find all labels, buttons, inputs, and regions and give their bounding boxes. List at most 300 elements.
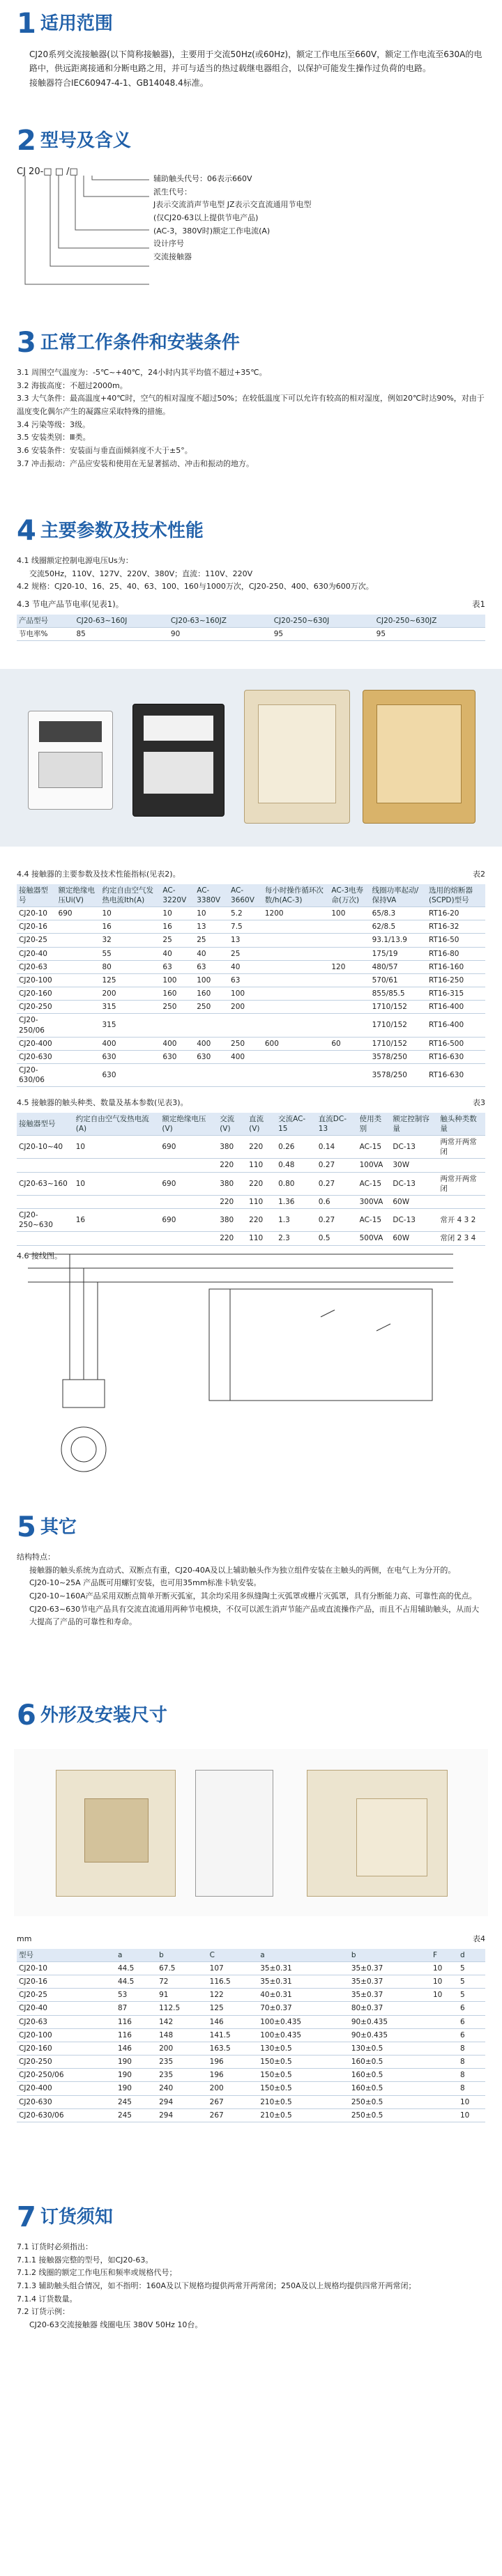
table-row bbox=[17, 960, 485, 973]
table-cell bbox=[431, 2069, 458, 2082]
table-cell: 0.27 bbox=[317, 1159, 358, 1172]
table-row bbox=[17, 627, 485, 640]
table-cell bbox=[56, 1037, 100, 1050]
table-cell bbox=[17, 1195, 74, 1208]
table-cell: CJ20-630 bbox=[17, 2095, 116, 2108]
table-cell: 60 bbox=[329, 1037, 370, 1050]
table-cell: 400 bbox=[160, 1037, 195, 1050]
code-item: J表示交流消声节电型 JZ表示交直流通用节电型 bbox=[153, 200, 312, 210]
table-cell: CJ20-40 bbox=[17, 2002, 116, 2015]
table-cell: 8 bbox=[458, 2042, 485, 2055]
table-cell: 2.3 bbox=[276, 1232, 317, 1245]
table-label: 表2 bbox=[473, 870, 485, 879]
model-code-diagram bbox=[17, 164, 485, 304]
table-cell: 110 bbox=[247, 1232, 276, 1245]
table-cell: 100VA bbox=[358, 1159, 391, 1172]
table-cell bbox=[263, 934, 330, 947]
dimension-drawing-area bbox=[14, 1749, 488, 1916]
table-cell: CJ20-250/06 bbox=[17, 2069, 116, 2082]
table-cell: 690 bbox=[160, 1209, 218, 1232]
table-cell: 3578/250 bbox=[370, 1064, 427, 1087]
table-cell: 25 bbox=[229, 947, 263, 960]
section-heading bbox=[17, 125, 485, 156]
section-number: 4 bbox=[17, 515, 36, 547]
table-cell: 10 bbox=[195, 907, 229, 920]
section-title: 适用范围 bbox=[40, 13, 113, 34]
table-cell bbox=[56, 947, 100, 960]
paragraph: 结构特点： bbox=[17, 1552, 55, 1561]
table-cell: 0.48 bbox=[276, 1159, 317, 1172]
table-cell: 294 bbox=[157, 2095, 208, 2108]
table-cell bbox=[431, 2108, 458, 2122]
order-line: 7.2 订货示例： bbox=[17, 2307, 70, 2317]
table-cell: 220 bbox=[218, 1159, 247, 1172]
table-cell: 160 bbox=[160, 987, 195, 1001]
table-cell bbox=[74, 1195, 160, 1208]
wiring-caption: 4.6 接线图。 bbox=[17, 1251, 62, 1260]
table-cell: CJ20-400 bbox=[17, 1037, 56, 1050]
table-header: d bbox=[458, 1949, 485, 1962]
table-cell: 40±0.31 bbox=[258, 1989, 349, 2002]
table-2-block bbox=[17, 864, 485, 1087]
table-cell bbox=[74, 1159, 160, 1172]
table-3 bbox=[17, 1113, 485, 1246]
condition-item: 3.1 周围空气温度为：-5℃~+40℃，24小时内其平均值不超过+35℃。 bbox=[17, 368, 267, 377]
table-cell bbox=[431, 2056, 458, 2069]
table-cell: 53 bbox=[116, 1989, 157, 2002]
table-cell bbox=[431, 2002, 458, 2015]
table-row bbox=[17, 920, 485, 934]
table-cell: 35±0.37 bbox=[349, 1961, 431, 1975]
table-cell bbox=[329, 1064, 370, 1087]
table-cell: 100 bbox=[195, 973, 229, 987]
table-cell: 10 bbox=[74, 1172, 160, 1195]
table-cell: 250±0.5 bbox=[349, 2095, 431, 2108]
table-cell bbox=[263, 1050, 330, 1063]
table-cell bbox=[329, 987, 370, 1001]
code-item: (AC-3，380V时)额定工作电流(A) bbox=[153, 226, 271, 236]
param-line: 4.2 规格：CJ20-10、16、25、40、63、100、160与1000万次，CJ20-250、400、630为600万次。 bbox=[17, 582, 374, 592]
order-line: 7.1 订货时必须指出： bbox=[17, 2242, 93, 2251]
table-header: CJ20-250~630JZ bbox=[374, 615, 485, 628]
table-header: C bbox=[208, 1949, 259, 1962]
table-caption: 4.3 节电产品节电率(见表1)。 bbox=[17, 599, 124, 610]
table-cell: CJ20-630/06 bbox=[17, 1064, 56, 1087]
table-cell: CJ20-10 bbox=[17, 1961, 116, 1975]
table-cell: 300VA bbox=[358, 1195, 391, 1208]
table-row bbox=[17, 2028, 485, 2042]
table-cell: 10 bbox=[431, 1961, 458, 1975]
condition-item: 3.6 安装条件：安装面与垂直面倾斜度不大于±5°。 bbox=[17, 446, 192, 456]
table-cell: 146 bbox=[208, 2015, 259, 2028]
table-cell: RT16-80 bbox=[427, 947, 485, 960]
table-cell: CJ20-16 bbox=[17, 1975, 116, 1989]
table-cell: 267 bbox=[208, 2108, 259, 2122]
paragraph: 接触器的触头系统为直动式、双断点有重，CJ20-40A及以上辅助触头作为独立组件安装在主触头的两侧，在电气上为分开的。 bbox=[29, 1565, 456, 1575]
table-header: 产品型号 bbox=[17, 615, 74, 628]
table-cell: 130±0.5 bbox=[349, 2042, 431, 2055]
side-view-drawing bbox=[195, 1770, 273, 1897]
table-header: a bbox=[258, 1949, 349, 1962]
table-cell: 125 bbox=[100, 973, 160, 987]
table-cell: 245 bbox=[116, 2108, 157, 2122]
section-heading bbox=[17, 327, 485, 358]
table-cell: CJ20-63 bbox=[17, 2015, 116, 2028]
table-cell: 235 bbox=[157, 2069, 208, 2082]
section-title: 主要参数及技术性能 bbox=[40, 520, 204, 541]
table-cell: 90±0.435 bbox=[349, 2028, 431, 2042]
table-body bbox=[17, 1961, 485, 2122]
table-cell: 107 bbox=[208, 1961, 259, 1975]
table-1 bbox=[17, 615, 485, 641]
table-row bbox=[17, 2082, 485, 2095]
table-cell: 1.36 bbox=[276, 1195, 317, 1208]
order-example: CJ20-63交流接触器 线圈电压 380V 50Hz 10台。 bbox=[29, 2320, 203, 2330]
table-body bbox=[17, 907, 485, 1087]
table-cell: 32 bbox=[100, 934, 160, 947]
paragraph: CJ20系列交流接触器(以下简称接触器)，主要用于交流50Hz(或60Hz)，额定工作电压至660V，额定工作电流至630A的电路中，供远距离接通和分断电路之用，并可与适当的热过载继电器组合，以保护可能发生操作过负荷的电路。 bbox=[29, 49, 482, 74]
table-header: 直流(V) bbox=[247, 1113, 276, 1136]
section-title: 其它 bbox=[40, 1516, 77, 1538]
table-cell: AC-15 bbox=[358, 1136, 391, 1159]
table-cell: CJ20-100 bbox=[17, 2028, 116, 2042]
condition-item: 3.5 安装类别：Ⅲ类。 bbox=[17, 433, 91, 442]
table-cell: 100±0.435 bbox=[258, 2028, 349, 2042]
section-title: 型号及含义 bbox=[40, 130, 131, 151]
table-cell: 267 bbox=[208, 2095, 259, 2108]
section-conditions bbox=[17, 327, 485, 471]
table-cell: 630 bbox=[195, 1050, 229, 1063]
table-cell: 250 bbox=[195, 1001, 229, 1014]
table-header: AC-3380V bbox=[195, 884, 229, 907]
table-cell: 87 bbox=[116, 2002, 157, 2015]
table-cell: 两常开两常闭 bbox=[438, 1136, 485, 1159]
table-cell bbox=[329, 1014, 370, 1037]
table-cell: 93.1/13.9 bbox=[370, 934, 427, 947]
table-header: AC-3电寿命(万次) bbox=[329, 884, 370, 907]
table-cell: CJ20-250~630 bbox=[17, 1209, 74, 1232]
paragraph: CJ20-10~160A产品采用双断点简单开断灭弧室，其余均采用多纵缝陶土灭弧罩或栅片灭弧罩，具有分断能力高、可靠性高的优点。 bbox=[29, 1591, 477, 1601]
table-cell: 10 bbox=[74, 1136, 160, 1159]
table-cell: 380 bbox=[218, 1136, 247, 1159]
table-caption: 4.4 接触器的主要参数及技术性能指标(见表2)。 bbox=[17, 870, 181, 879]
table-cell: 380 bbox=[218, 1209, 247, 1232]
table-cell: 116 bbox=[116, 2028, 157, 2042]
table-cell: 210±0.5 bbox=[258, 2108, 349, 2122]
table-cell: 112.5 bbox=[157, 2002, 208, 2015]
table-cell: RT16-315 bbox=[427, 987, 485, 1001]
table-cell: 35±0.37 bbox=[349, 1975, 431, 1989]
section-heading bbox=[17, 8, 485, 39]
table-cell bbox=[160, 1159, 218, 1172]
table-row bbox=[17, 2095, 485, 2108]
table-label: 表4 bbox=[473, 1934, 485, 1943]
table-cell: 400 bbox=[195, 1037, 229, 1050]
table-cell: 315 bbox=[100, 1014, 160, 1037]
table-cell: 85 bbox=[74, 627, 168, 640]
table-cell: 60W bbox=[390, 1232, 438, 1245]
table-header: CJ20-250~630J bbox=[272, 615, 374, 628]
table-cell bbox=[329, 947, 370, 960]
table-cell: 380 bbox=[218, 1172, 247, 1195]
table-cell: CJ20-40 bbox=[17, 947, 56, 960]
table-header: 直流DC-13 bbox=[317, 1113, 358, 1136]
table-cell: 630 bbox=[160, 1050, 195, 1063]
code-item: 辅助触头代号：06表示660V bbox=[153, 174, 252, 183]
table-cell: 16 bbox=[74, 1209, 160, 1232]
table-cell: 150±0.5 bbox=[258, 2082, 349, 2095]
table-cell: CJ20-10~40 bbox=[17, 1136, 74, 1159]
table-2 bbox=[17, 884, 485, 1088]
table-cell: 146 bbox=[116, 2042, 157, 2055]
paragraph: 接触器符合IEC60947-4-1、GB14048.4标准。 bbox=[29, 77, 208, 88]
table-cell: 190 bbox=[116, 2056, 157, 2069]
table-cell bbox=[195, 1064, 229, 1087]
table-cell: CJ20-10 bbox=[17, 907, 56, 920]
table-cell: 8 bbox=[458, 2082, 485, 2095]
table-cell: 125 bbox=[208, 2002, 259, 2015]
table-header: 交流AC-15 bbox=[276, 1113, 317, 1136]
table-row bbox=[17, 934, 485, 947]
table-row bbox=[17, 1232, 485, 1245]
table-cell: CJ20-250/06 bbox=[17, 1014, 56, 1037]
table-cell: 25 bbox=[195, 934, 229, 947]
table-cell: 100 bbox=[229, 987, 263, 1001]
param-line: 交流50Hz，110V、127V、220V、380V；直流：110V、220V bbox=[29, 569, 253, 578]
table-cell: 35±0.31 bbox=[258, 1961, 349, 1975]
table-cell: DC-13 bbox=[390, 1136, 438, 1159]
table-cell: RT16-50 bbox=[427, 934, 485, 947]
table-cell: 91 bbox=[157, 1989, 208, 2002]
table-row bbox=[17, 1159, 485, 1172]
table-cell: RT16-160 bbox=[427, 960, 485, 973]
table-row bbox=[17, 2015, 485, 2028]
table-cell: 40 bbox=[229, 960, 263, 973]
table-cell: 160 bbox=[195, 987, 229, 1001]
table-cell: 294 bbox=[157, 2108, 208, 2122]
table-cell: 10 bbox=[100, 907, 160, 920]
table-cell: 110 bbox=[247, 1159, 276, 1172]
table-header: AC-3220V bbox=[160, 884, 195, 907]
table-cell bbox=[263, 987, 330, 1001]
table-cell: 220 bbox=[218, 1195, 247, 1208]
table-4 bbox=[17, 1949, 485, 2122]
section-ordering bbox=[17, 2202, 485, 2332]
table-cell: 10 bbox=[160, 907, 195, 920]
table-cell bbox=[160, 1232, 218, 1245]
table-row bbox=[17, 2108, 485, 2122]
table-cell: 130±0.5 bbox=[258, 2042, 349, 2055]
table-cell bbox=[17, 1232, 74, 1245]
table-header: b bbox=[349, 1949, 431, 1962]
table-cell: 5 bbox=[458, 1989, 485, 2002]
table-cell: 160±0.5 bbox=[349, 2056, 431, 2069]
table-cell: 0.27 bbox=[317, 1172, 358, 1195]
table-header: AC-3660V bbox=[229, 884, 263, 907]
section-number: 3 bbox=[17, 327, 36, 359]
table-body bbox=[17, 1136, 485, 1246]
table-cell: 630 bbox=[100, 1064, 160, 1087]
contactor-photo-amber bbox=[363, 690, 476, 824]
table-cell: 0.14 bbox=[317, 1136, 358, 1159]
table-cell bbox=[329, 934, 370, 947]
table-cell: 160±0.5 bbox=[349, 2082, 431, 2095]
table-row bbox=[17, 973, 485, 987]
table-cell bbox=[56, 987, 100, 1001]
table-cell bbox=[56, 920, 100, 934]
table-cell: 13 bbox=[229, 934, 263, 947]
table-cell: 250±0.5 bbox=[349, 2108, 431, 2122]
table-cell: 200 bbox=[208, 2082, 259, 2095]
table-header: 线圈功率起动/保持VA bbox=[370, 884, 427, 907]
table-header: 型号 bbox=[17, 1949, 116, 1962]
table-row bbox=[17, 2069, 485, 2082]
table-cell: 6 bbox=[458, 2015, 485, 2028]
table-cell: CJ20-63~160 bbox=[17, 1172, 74, 1195]
table-caption: 4.5 接触器的触头种类、数量及基本参数(见表3)。 bbox=[17, 1098, 188, 1107]
table-unit: mm bbox=[17, 1934, 32, 1943]
order-item: 7.1.4 订货数量。 bbox=[17, 2294, 77, 2304]
param-line: 4.1 线圈额定控制电源电压Us为： bbox=[17, 556, 133, 565]
table-cell: 44.5 bbox=[116, 1961, 157, 1975]
table-cell: 235 bbox=[157, 2056, 208, 2069]
section-other bbox=[17, 1512, 485, 1629]
table-header: a bbox=[116, 1949, 157, 1962]
condition-item: 3.2 海拔高度：不超过2000m。 bbox=[17, 380, 128, 390]
table-cell: 16 bbox=[160, 920, 195, 934]
table-cell bbox=[56, 973, 100, 987]
table-cell: 142 bbox=[157, 2015, 208, 2028]
table-header: CJ20-63~160JZ bbox=[169, 615, 272, 628]
table-cell: 200 bbox=[229, 1001, 263, 1014]
mount-view-drawing bbox=[307, 1770, 448, 1897]
section-model bbox=[17, 125, 485, 304]
table-cell: 200 bbox=[100, 987, 160, 1001]
table-cell: AC-15 bbox=[358, 1209, 391, 1232]
table-cell bbox=[56, 1064, 100, 1087]
table-cell: 55 bbox=[100, 947, 160, 960]
table-cell: 690 bbox=[160, 1172, 218, 1195]
table-cell bbox=[195, 1014, 229, 1037]
table-cell: 160±0.5 bbox=[349, 2069, 431, 2082]
table-cell: CJ20-630 bbox=[17, 1050, 56, 1063]
table-cell: 190 bbox=[116, 2082, 157, 2095]
table-cell: 1.3 bbox=[276, 1209, 317, 1232]
table-cell: 500VA bbox=[358, 1232, 391, 1245]
table-cell: CJ20-25 bbox=[17, 934, 56, 947]
table-cell: 25 bbox=[160, 934, 195, 947]
table-cell: DC-13 bbox=[390, 1209, 438, 1232]
table-header: 每小时操作循环次数/h(AC-3) bbox=[263, 884, 330, 907]
table-cell bbox=[431, 2042, 458, 2055]
section-number: 7 bbox=[17, 2201, 36, 2233]
table-cell: AC-15 bbox=[358, 1172, 391, 1195]
table-cell: 90±0.435 bbox=[349, 2015, 431, 2028]
table-cell: 100 bbox=[329, 907, 370, 920]
table-cell bbox=[56, 1014, 100, 1037]
table-cell: 1200 bbox=[263, 907, 330, 920]
code-item: 设计序号 bbox=[153, 239, 184, 249]
table-row bbox=[17, 1961, 485, 1975]
wiring-diagram bbox=[28, 1247, 474, 1484]
table-cell: 70±0.37 bbox=[258, 2002, 349, 2015]
table-cell: 67.5 bbox=[157, 1961, 208, 1975]
table-cell: 1710/152 bbox=[370, 1014, 427, 1037]
contactor-photo-dark bbox=[132, 704, 225, 817]
order-item: 7.1.3 辅助触头组合情况，如不指明：160A及以下规格均提供两常开两常闭；250A及以上规格均提供四常开两常闭； bbox=[17, 2281, 416, 2291]
code-item: (仅CJ20-63以上提供节电产品) bbox=[153, 213, 259, 223]
table-cell: 62/8.5 bbox=[370, 920, 427, 934]
table-cell: 630 bbox=[100, 1050, 160, 1063]
table-cell: RT16-400 bbox=[427, 1001, 485, 1014]
table-row bbox=[17, 987, 485, 1001]
table-cell bbox=[431, 2028, 458, 2042]
table-3-block bbox=[17, 1093, 485, 1263]
table-header: CJ20-63~160J bbox=[74, 615, 168, 628]
table-cell bbox=[56, 934, 100, 947]
table-cell: 220 bbox=[247, 1172, 276, 1195]
table-cell: 120 bbox=[329, 960, 370, 973]
table-cell bbox=[329, 1001, 370, 1014]
order-item: 7.1.2 线圈的额定工作电压和频率或规格代号； bbox=[17, 2268, 177, 2278]
table-cell: 常开 4 3 2 bbox=[438, 1209, 485, 1232]
table-cell bbox=[263, 960, 330, 973]
table-cell bbox=[329, 1050, 370, 1063]
table-cell: 122 bbox=[208, 1989, 259, 2002]
table-cell: 141.5 bbox=[208, 2028, 259, 2042]
table-cell: CJ20-63 bbox=[17, 960, 56, 973]
table-cell: 5.2 bbox=[229, 907, 263, 920]
table-cell: 16 bbox=[100, 920, 160, 934]
table-cell: RT16-250 bbox=[427, 973, 485, 987]
table-cell: 220 bbox=[218, 1232, 247, 1245]
section-parameters bbox=[17, 516, 485, 641]
table-cell: CJ20-400 bbox=[17, 2082, 116, 2095]
table-row bbox=[17, 2042, 485, 2055]
table-cell bbox=[17, 1159, 74, 1172]
product-photo-band bbox=[0, 669, 502, 847]
table-cell: 150±0.5 bbox=[258, 2069, 349, 2082]
table-cell: 63 bbox=[229, 973, 263, 987]
table-cell: 200 bbox=[157, 2042, 208, 2055]
table-header: b bbox=[157, 1949, 208, 1962]
table-cell: 240 bbox=[157, 2082, 208, 2095]
table-cell: 5 bbox=[458, 1961, 485, 1975]
table-cell: 480/57 bbox=[370, 960, 427, 973]
table-cell: 220 bbox=[247, 1136, 276, 1159]
table-4-block bbox=[17, 1929, 485, 2122]
table-cell: 855/85.5 bbox=[370, 987, 427, 1001]
table-row bbox=[17, 1064, 485, 1087]
table-cell: 100 bbox=[160, 973, 195, 987]
table-cell: 190 bbox=[116, 2069, 157, 2082]
table-cell: CJ20-160 bbox=[17, 2042, 116, 2055]
table-cell: 245 bbox=[116, 2095, 157, 2108]
table-cell: 35±0.31 bbox=[258, 1975, 349, 1989]
table-cell: CJ20-250 bbox=[17, 2056, 116, 2069]
table-cell: CJ20-16 bbox=[17, 920, 56, 934]
section-title: 订货须知 bbox=[40, 2206, 113, 2228]
table-cell bbox=[431, 2015, 458, 2028]
table-cell: 196 bbox=[208, 2056, 259, 2069]
table-cell: 65/8.3 bbox=[370, 907, 427, 920]
table-row bbox=[17, 1037, 485, 1050]
table-cell bbox=[431, 2095, 458, 2108]
table-cell: CJ20-25 bbox=[17, 1989, 116, 2002]
table-cell bbox=[263, 1014, 330, 1037]
section-number: 6 bbox=[17, 1699, 36, 1732]
table-cell: RT16-20 bbox=[427, 907, 485, 920]
